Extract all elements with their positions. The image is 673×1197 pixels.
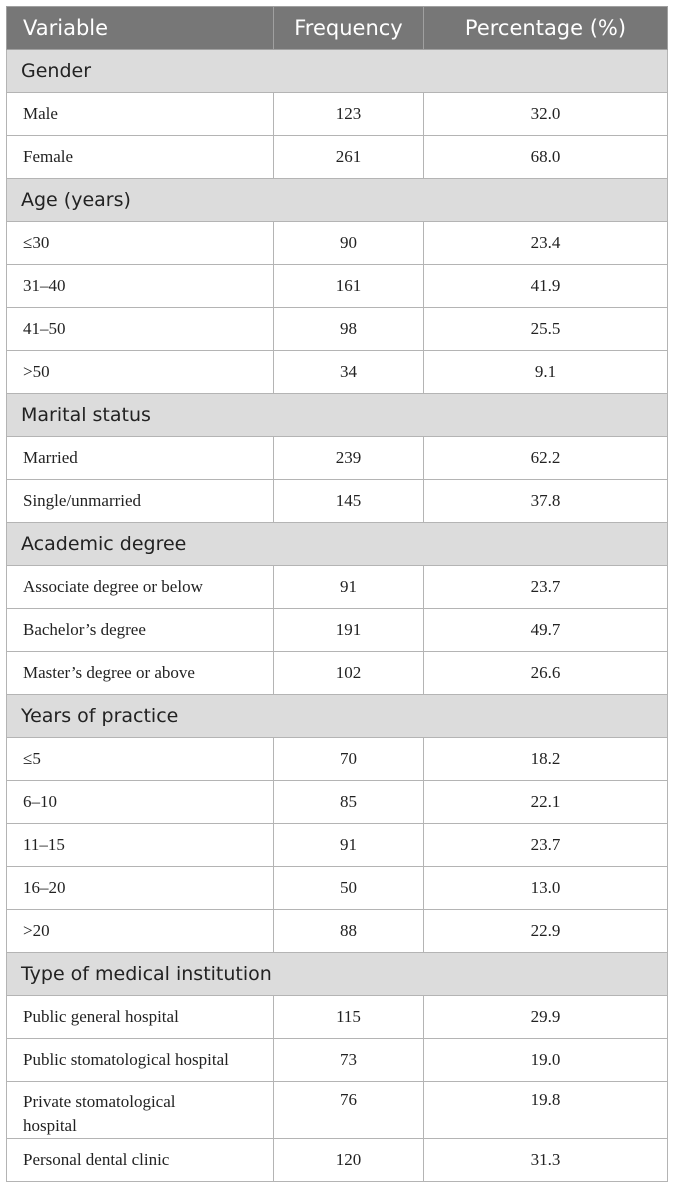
row-label: ≤5 xyxy=(7,738,274,781)
table-row xyxy=(7,437,668,480)
demographics-table xyxy=(6,6,668,1182)
table-row xyxy=(7,1039,668,1082)
table-row xyxy=(7,93,668,136)
table-row xyxy=(7,308,668,351)
row-label: 11–15 xyxy=(7,824,274,867)
row-frequency: 85 xyxy=(274,781,424,824)
table-row xyxy=(7,609,668,652)
section-title: Gender xyxy=(7,50,668,93)
row-percentage: 37.8 xyxy=(424,480,668,523)
row-label: Bachelor’s degree xyxy=(7,609,274,652)
row-label: Master’s degree or above xyxy=(7,652,274,695)
row-percentage: 41.9 xyxy=(424,265,668,308)
section-row xyxy=(7,179,668,222)
row-percentage: 68.0 xyxy=(424,136,668,179)
table-row xyxy=(7,738,668,781)
row-frequency: 90 xyxy=(274,222,424,265)
row-label: Personal dental clinic xyxy=(7,1139,274,1182)
table-row xyxy=(7,480,668,523)
section-row xyxy=(7,50,668,93)
header-row xyxy=(7,7,668,50)
row-frequency: 70 xyxy=(274,738,424,781)
header-variable: Variable xyxy=(7,7,274,50)
row-percentage: 23.4 xyxy=(424,222,668,265)
row-label: Public stomatological hospital xyxy=(7,1039,274,1082)
table-row xyxy=(7,136,668,179)
row-frequency: 91 xyxy=(274,566,424,609)
row-percentage: 18.2 xyxy=(424,738,668,781)
row-label: Associate degree or below xyxy=(7,566,274,609)
section-title: Years of practice xyxy=(7,695,668,738)
section-title: Type of medical institution xyxy=(7,953,668,996)
row-frequency: 261 xyxy=(274,136,424,179)
row-percentage: 13.0 xyxy=(424,867,668,910)
row-frequency: 120 xyxy=(274,1139,424,1182)
row-label: 16–20 xyxy=(7,867,274,910)
row-label: Female xyxy=(7,136,274,179)
row-frequency: 34 xyxy=(274,351,424,394)
table-row xyxy=(7,351,668,394)
row-label: 6–10 xyxy=(7,781,274,824)
row-frequency: 161 xyxy=(274,265,424,308)
row-label: Single/unmarried xyxy=(7,480,274,523)
row-frequency: 239 xyxy=(274,437,424,480)
row-frequency: 98 xyxy=(274,308,424,351)
row-frequency: 50 xyxy=(274,867,424,910)
row-label: Male xyxy=(7,93,274,136)
row-frequency: 102 xyxy=(274,652,424,695)
table-row xyxy=(7,910,668,953)
header-frequency: Frequency xyxy=(274,7,424,50)
row-frequency: 88 xyxy=(274,910,424,953)
row-percentage: 9.1 xyxy=(424,351,668,394)
table-row xyxy=(7,867,668,910)
row-percentage: 32.0 xyxy=(424,93,668,136)
table-row xyxy=(7,652,668,695)
section-title: Age (years) xyxy=(7,179,668,222)
row-label: >20 xyxy=(7,910,274,953)
table-row xyxy=(7,781,668,824)
row-percentage: 26.6 xyxy=(424,652,668,695)
row-label: >50 xyxy=(7,351,274,394)
table-row xyxy=(7,222,668,265)
row-percentage: 62.2 xyxy=(424,437,668,480)
row-frequency: 115 xyxy=(274,996,424,1039)
row-label: Married xyxy=(7,437,274,480)
row-frequency: 73 xyxy=(274,1039,424,1082)
table-row xyxy=(7,566,668,609)
section-row xyxy=(7,523,668,566)
header-percentage: Percentage (%) xyxy=(424,7,668,50)
row-frequency: 191 xyxy=(274,609,424,652)
section-title: Academic degree xyxy=(7,523,668,566)
row-percentage: 29.9 xyxy=(424,996,668,1039)
row-frequency: 145 xyxy=(274,480,424,523)
row-percentage: 49.7 xyxy=(424,609,668,652)
section-row xyxy=(7,953,668,996)
row-percentage: 22.1 xyxy=(424,781,668,824)
row-label: Private stomatological hospital xyxy=(7,1082,274,1139)
row-percentage: 22.9 xyxy=(424,910,668,953)
row-percentage: 19.0 xyxy=(424,1039,668,1082)
row-percentage: 19.8 xyxy=(424,1082,668,1139)
row-percentage: 23.7 xyxy=(424,824,668,867)
row-frequency: 123 xyxy=(274,93,424,136)
table-row xyxy=(7,996,668,1039)
section-row xyxy=(7,394,668,437)
row-label: 31–40 xyxy=(7,265,274,308)
row-percentage: 23.7 xyxy=(424,566,668,609)
row-label: ≤30 xyxy=(7,222,274,265)
section-title: Marital status xyxy=(7,394,668,437)
table-row xyxy=(7,1139,668,1182)
row-percentage: 25.5 xyxy=(424,308,668,351)
row-frequency: 76 xyxy=(274,1082,424,1139)
section-row xyxy=(7,695,668,738)
row-label: Public general hospital xyxy=(7,996,274,1039)
table-row xyxy=(7,824,668,867)
row-label: 41–50 xyxy=(7,308,274,351)
table-row xyxy=(7,1082,668,1139)
row-frequency: 91 xyxy=(274,824,424,867)
row-percentage: 31.3 xyxy=(424,1139,668,1182)
table-row xyxy=(7,265,668,308)
